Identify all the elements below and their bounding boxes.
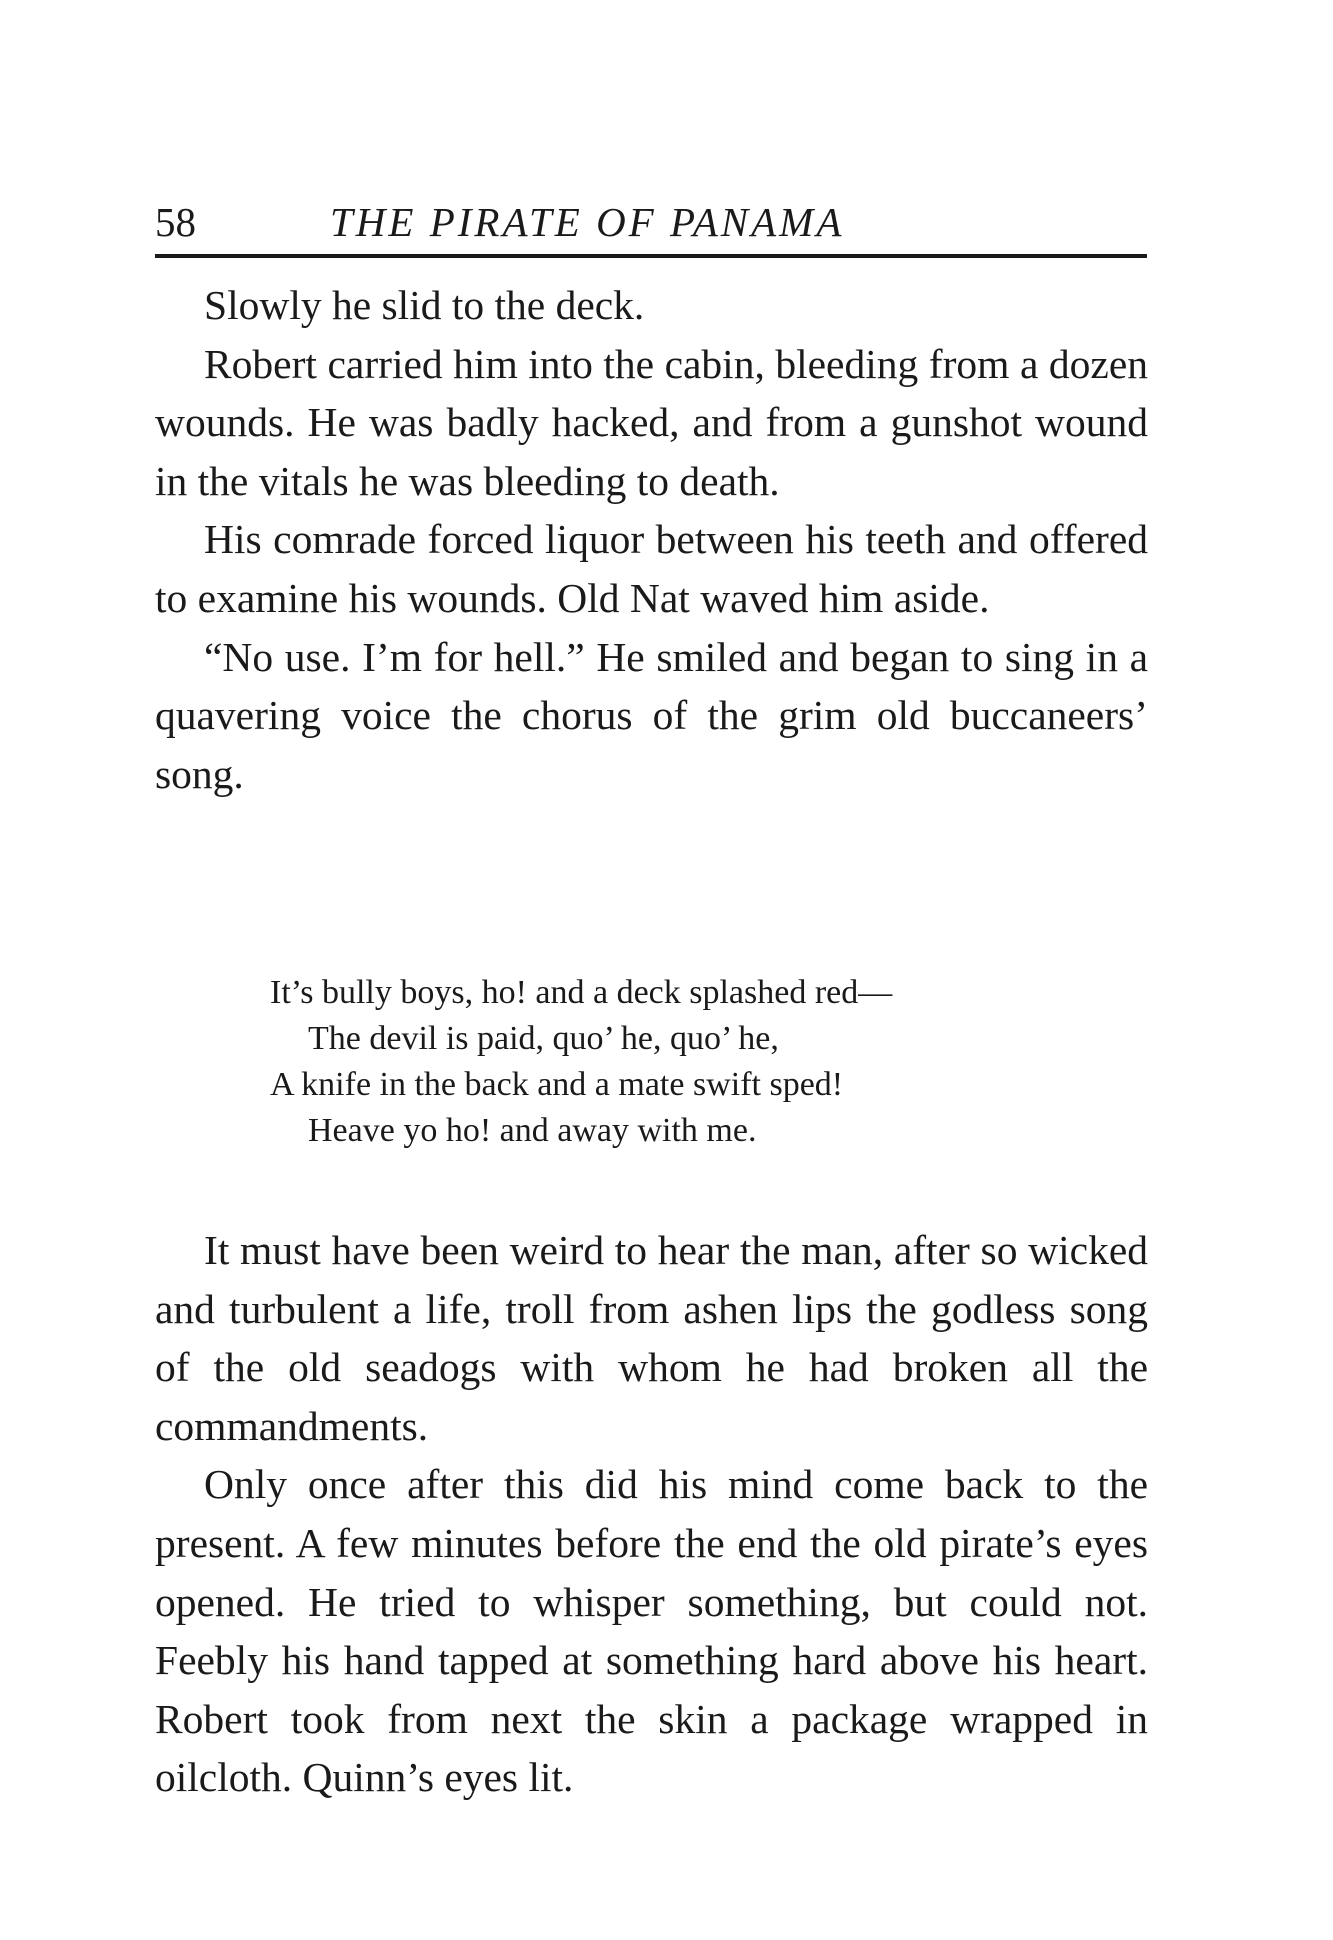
- verse-line: A knife in the back and a mate swift sped!: [270, 1066, 844, 1103]
- paragraph: It must have been weird to hear the man, after so wicked and turbulent a life, troll from ashen lips the godless song of the old seadogs with whom he had broken all the commandments.: [155, 1227, 1148, 1449]
- paragraph: Only once after this did his mind come back to the present. A few minutes before the end the old pirate’s eyes opened. He tried to whisper something, but could not. Feebly his hand tapped at something hard above his heart. Robert took from next the skin a package wrapped in oilcloth. Quinn’s eyes lit.: [155, 1461, 1148, 1801]
- verse-line: It’s bully boys, ho! and a deck splashed red—: [270, 974, 893, 1011]
- running-header: [155, 196, 1147, 248]
- paragraph: Slowly he slid to the deck.: [204, 282, 645, 328]
- song-verse: [270, 970, 892, 1154]
- paragraph: “No use. I’m for hell.” He smiled and began to sing in a quavering voice the chorus of the grim old buccaneers’ song.: [155, 633, 1148, 797]
- verse-line: The devil is paid, quo’ he, quo’ he,: [308, 1020, 779, 1057]
- header-rule: [155, 254, 1147, 258]
- running-title: THE PIRATE OF PANAMA: [330, 199, 845, 245]
- text-block-after-verse: [155, 1221, 1148, 1807]
- page-number: 58: [155, 199, 196, 245]
- paragraph: Robert carried him into the cabin, bleeding from a dozen wounds. He was badly hacked, and from a gunshot wound in the vitals he was bleeding to death.: [155, 340, 1148, 504]
- text-block-before-verse: [155, 276, 1148, 803]
- paragraph: His comrade forced liquor between his teeth and offered to examine his wounds. Old Nat waved him aside.: [155, 516, 1148, 621]
- verse-line: Heave yo ho! and away with me.: [308, 1112, 757, 1149]
